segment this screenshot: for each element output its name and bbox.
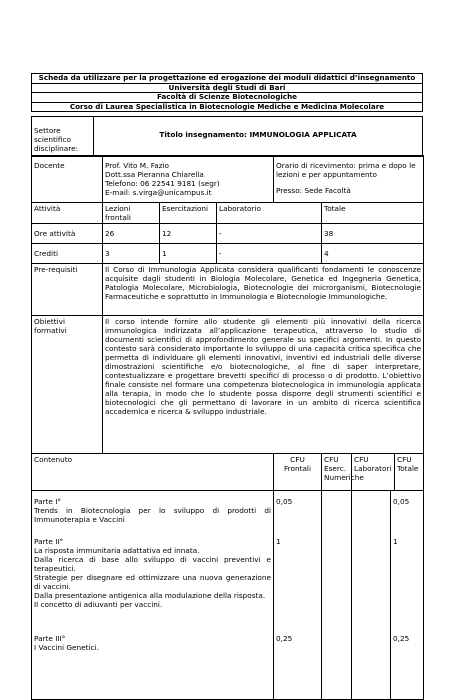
parte-3-text: I Vaccini Genetici. — [34, 643, 99, 652]
contenuto-label: Contenuto — [32, 454, 274, 491]
header-line-4: Corso di Laurea Specialistica in Biotecnologie Mediche e Medicina Molecolare — [32, 102, 423, 112]
cfu-eserc-values — [322, 491, 352, 700]
header-table — [31, 73, 423, 112]
parte-3 — [34, 634, 271, 652]
cfu-value: 0,05 — [393, 497, 410, 506]
ricevimento-info — [274, 156, 424, 203]
docente-label: Docente — [32, 156, 103, 203]
parte-2-line: Dalla ricerca di base allo sviluppo di vaccini preventivi e terapeutici. — [34, 555, 271, 573]
parte-2-line: Dalla presentazione antigenica alla modulazione della risposta. — [34, 591, 266, 600]
parte-1-text: Trends in Biotecnologia per lo sviluppo di prodotti di Immunoterapia e Vaccini — [34, 506, 271, 524]
activity-row-crediti — [32, 244, 424, 264]
activity-cell: 26 — [103, 224, 160, 244]
docente-row — [32, 156, 424, 203]
course-table — [31, 155, 424, 700]
cfu-eserc-header: CFU Eserc. Numeriche — [322, 454, 352, 491]
cfu-value: 0,25 — [276, 634, 293, 643]
activity-cell: 38 — [322, 224, 424, 244]
header-line-2: Università degli Studi di Bari — [32, 83, 423, 93]
prerequisiti-text: Il Corso di Immunologia Applicata considera qualificanti fondamenti le conoscenze acquisite dagli studenti in Biologia Molecolare, Genetica ed Ingegneria Genetica, Patologia Molecolare, Microbiologia, Biotecnologie dei microrganismi, Biotecnologie Farmaceutiche e soprattutto in Immunologia e Biotecnologie Immunologiche. — [103, 264, 424, 316]
parte-2-line: Il concetto di adiuvanti per vaccini. — [34, 600, 163, 609]
parte-3-title: Parte III° — [34, 634, 66, 643]
activity-cell: - — [217, 224, 322, 244]
prerequisiti-label: Pre-requisiti — [32, 264, 103, 316]
activity-cell: - — [217, 244, 322, 264]
cfu-laboratori-values — [352, 491, 391, 699]
cfu-value: 0,05 — [276, 497, 293, 506]
activity-header: Esercitazioni — [160, 203, 217, 224]
title-table — [31, 116, 423, 157]
parte-2-line: Strategie per disegnare ed ottimizzare una nuova generazione di vaccini. — [34, 573, 271, 591]
activity-cell: Crediti — [32, 244, 103, 264]
titolo-insegnamento: Titolo insegnamento: IMMUNOLOGIA APPLICATA — [94, 117, 423, 157]
activity-header-row — [32, 203, 424, 224]
cfu-lab-tot-header — [352, 454, 424, 491]
cfu-totale-header: CFU Totale — [397, 455, 419, 473]
cfu-frontali-header: CFU Frontali — [274, 454, 322, 491]
docente-info — [103, 156, 274, 203]
header-line-3: Facoltà di Scienze Biotecnologiche — [32, 93, 423, 103]
header-line-1: Scheda da utilizzare per la progettazione ed erogazione dei moduli didattici d’insegnamento — [32, 74, 423, 84]
settore-label: Settore scientifico disciplinare: — [32, 117, 94, 157]
cfu-value: 0,25 — [393, 634, 410, 643]
parte-2-title: Parte II° — [34, 537, 64, 546]
cfu-totale-values — [391, 491, 423, 699]
docente-name-2: Dott.ssa Pieranna Chiarella — [105, 170, 204, 179]
activity-header: Totale — [322, 203, 424, 224]
activity-header: Attività — [32, 203, 103, 224]
activity-cell: 3 — [103, 244, 160, 264]
activity-cell: 1 — [160, 244, 217, 264]
docente-email: E-mail: s.virga@unicampus.it — [105, 188, 212, 197]
contenuto-body-row — [32, 491, 424, 700]
presso: Presso: Sede Facoltà — [276, 186, 351, 195]
cfu-value: 1 — [276, 537, 281, 546]
obiettivi-label: Obiettivi formativi — [32, 316, 103, 454]
obiettivi-row — [32, 316, 424, 454]
parte-1-title: Parte I° — [34, 497, 62, 506]
parte-1 — [34, 497, 271, 537]
activity-cell: Ore attività — [32, 224, 103, 244]
parte-2-line: La risposta immunitaria adattativa ed innata. — [34, 546, 200, 555]
contenuto-header-row — [32, 454, 424, 491]
docente-phone: Telefono: 06 22541 9181 (segr) — [105, 179, 220, 188]
contenuto-parts — [32, 491, 274, 700]
obiettivi-text: Il corso intende fornire allo studente gli elementi più innovativi della ricerca immunologica indirizzata all’applicazione terapeutica, attraverso lo studio di documenti scientifici di approfondimento generale su specifici argomenti. In questo contesto sarà considerato importante lo sviluppo di una capacità critica specifica che permetta di individuare gli elementi innovativi, inventivi ed industriali delle diverse dimostrazioni scientifiche e/o biotecnologiche, al fine di saper interpretare, contestualizzare e progettare brevetti specifici di processo o di prodotto. L’obiettivo finale consiste nel formare una competenza biotecnologica in immunologia applicata alla terapia, in modo che lo studente possa disporre degli strumenti scientifici e biotecnologici che gli permettano di lavorare in un ambito di ricerca scientifica accademica e ricerca & sviluppo industriale. — [103, 316, 424, 454]
activity-header: Laboratorio — [217, 203, 322, 224]
activity-cell: 4 — [322, 244, 424, 264]
orario-ricevimento: Orario di ricevimento: prima e dopo le lezioni e per appuntamento — [276, 161, 416, 179]
docente-name-1: Prof. Vito M. Fazio — [105, 161, 170, 170]
parte-2 — [34, 537, 271, 634]
prerequisiti-row — [32, 264, 424, 316]
cfu-laboratori-header: CFU Laboratori — [352, 454, 395, 490]
cfu-lab-tot-values — [352, 491, 424, 700]
activity-cell: 12 — [160, 224, 217, 244]
cfu-value: 1 — [393, 537, 398, 546]
activity-header: Lezioni frontali — [103, 203, 160, 224]
cfu-frontali-values — [274, 491, 322, 700]
activity-row-ore — [32, 224, 424, 244]
